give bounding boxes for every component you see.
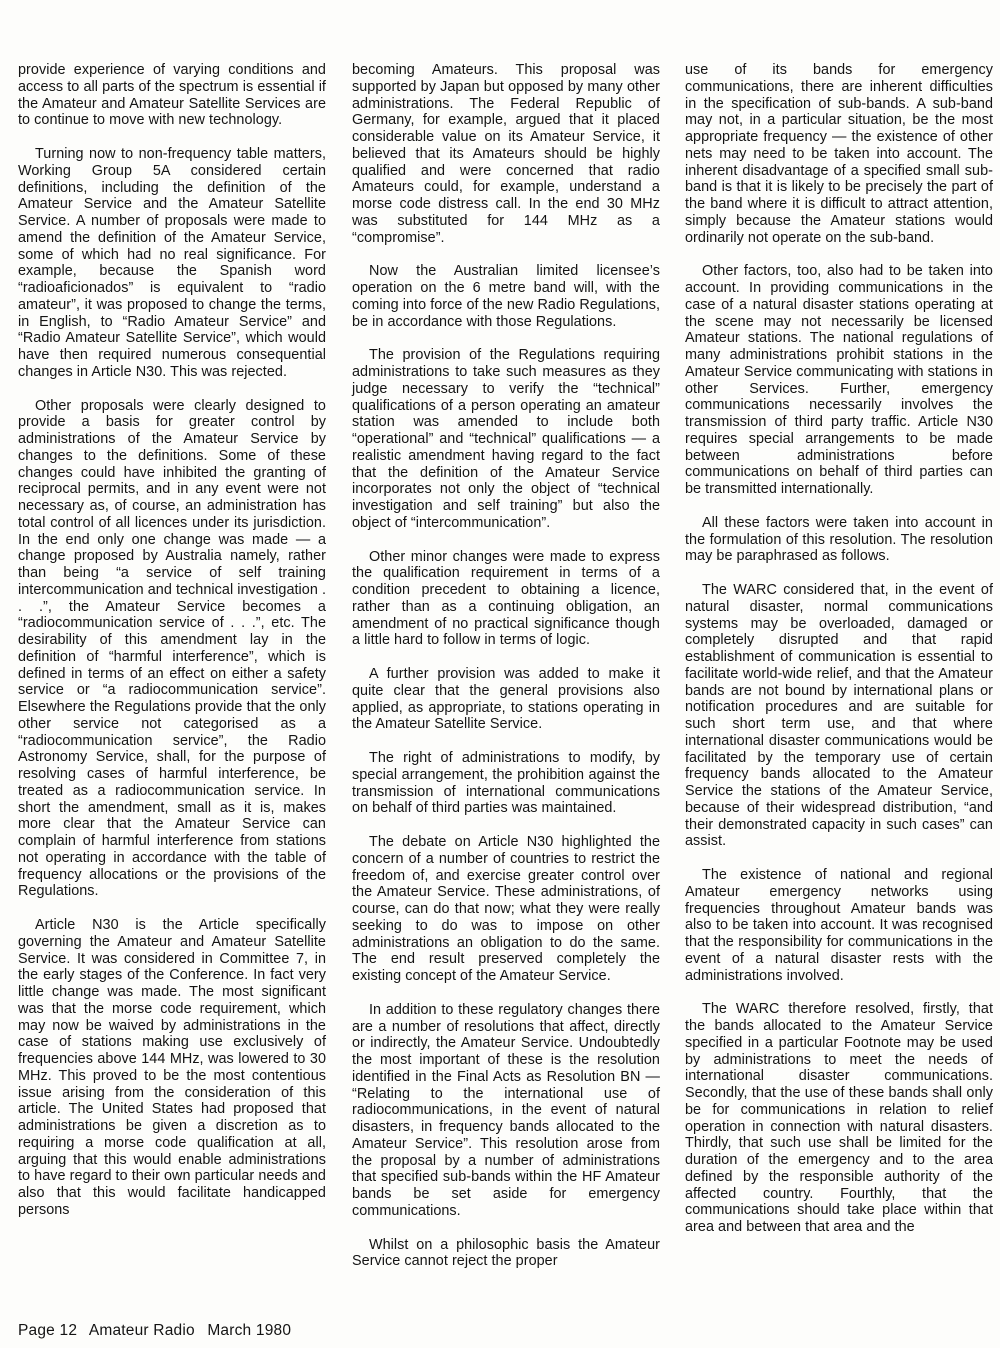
paragraph: Other factors, too, also had to be taken into account. In providing communications in the case of a natural disaster stations operating at the scene may not necessarily be licensed Amateur stations. The national regulations of many administrations prohibit stations in the Amateur Service communicating with stations in other Services. Further, emergency communications necessarily involves the transmission of third party traffic. Article N30 requires special arrangements to be made between administrations before communications on behalf of third parties can be transmitted internationally. (685, 263, 993, 497)
paragraph: provide experience of varying conditions and access to all parts of the spectrum is essential if the Amateur and Amateur Satellite Services are to continue to move with new technology. (18, 62, 326, 129)
paragraph: The debate on Article N30 highlighted the concern of a number of countries to restrict the freedom of, and exercise greater control over the Amateur Service. These administrations, of course, can do that now; what they were really seeking to do was to impose on other administrations an obligation to do the same. The end result preserved completely the existing concept of the Amateur Service. (352, 834, 660, 984)
paragraph: The WARC considered that, in the event of natural disaster, normal communications systems may be overloaded, damaged or completely disrupted and that rapid establishment of communication is essential to facilitate world-wide relief, and that the Amateur bands are not bound by international plans or notification procedures and are suitable for such short term use, and that where international disaster communications would be facilitated by the temporary use of certain frequency bands allocated to the Amateur Service the stations of the Amateur Service, because of their widespread distribution, “and their demonstrated capacity in such cases” can assist. (685, 582, 993, 850)
paragraph: Now the Australian limited licensee’s operation on the 6 metre band will, with the coming into force of the new Radio Regulations, be in accordance with those Regulations. (352, 263, 660, 330)
paragraph: use of its bands for emergency communications, there are inherent difficulties in the specification of sub-bands. A sub-band may not, in a particular situation, be the most appropriate frequency — the existence of other nets may need to be taken into account. The inherent disadvantage of a specified small sub-band is that it is likely to be precisely the part of the band where it is difficult to attract attention, simply because the Amateur stations would ordinarily not operate on the sub-band. (685, 62, 993, 246)
paragraph: Article N30 is the Article specifically governing the Amateur and Amateur Satellite Service. It was considered in Committee 7, in the early stages of the Conference. In fact very little change was made. The most significant was that the morse code requirement, which may now be waived by administrations in the case of stations making use exclusively of frequencies above 144 MHz, was lowered to 30 MHz. This proved to be the most contentious issue arising from the consideration of this article. The United States had proposed that administrations be given a discretion as to requiring a morse code qualification at all, arguing that this would enable administrations to have regard to their own particular needs and also that this would facilitate handicapped persons (18, 917, 326, 1218)
page-number: Page 12 (18, 1322, 78, 1339)
paragraph: The provision of the Regulations requiring administrations to take such measures as they judge necessary to verify the “technical” qualifications of a person operating an amateur station was amended to include both “operational” and “technical” qualifications — a realistic amendment having regard to the fact that the definition of the Amateur Service incorporates not only the object of “technical investigation and self training” but also the object of “intercommunication”. (352, 347, 660, 531)
paragraph: Turning now to non-frequency table matters, Working Group 5A considered certain definitions, including the definition of the Amateur Service and the Amateur Satellite Service. A number of proposals were made to amend the definition of the Amateur Service, some of which had no real significance. For example, because the Spanish word “radioaficionados” is equivalent to “radio amateur”, it was proposed to change the terms, in English, to “Radio Amateur Service” and “Radio Amateur Satellite Service”, which would have then required numerous consequential changes in Article N30. This was rejected. (18, 146, 326, 380)
text-column-1 (18, 62, 326, 1236)
paragraph: In addition to these regulatory changes there are a number of resolutions that affect, directly or indirectly, the Amateur Service. Undoubtedly the most important of these is the resolution identified in the Final Acts as Resolution BN — “Relating to the international use of radiocommunications, in the event of natural disasters, in frequency bands allocated to the Amateur Service”. This resolution arose from the proposal by a number of administrations that specified sub-bands within the HF Amateur bands be set aside for emergency communications. (352, 1001, 660, 1219)
text-column-2 (352, 62, 660, 1287)
paragraph: Other proposals were clearly designed to provide a basis for greater control by administrations of the Amateur Service by changes to the definitions. Some of these changes could have inhibited the granting of reciprocal permits, and in any event were not necessary as, of course, an administration has total control of all licences under its jurisdiction. In the end only one change was made — a change proposed by Australia namely, rather than being “a service of self training intercommunication and technical investigation . . .”, the Amateur Service becomes a “radiocommunication service of . . .”, etc. The desirability of this amendment lay in the definition of “harmful interference”, which is defined in terms of an effect on either a safety service or “a radiocommunication service”. Elsewhere the Regulations provide that the only other service not categorised as a “radiocommunication service”, the Radio Astronomy Service, shall, for the purpose of resolving cases of harmful interference, be treated as a radiocommunication service. In short the amendment, small as it is, makes more clear that the Amateur Service can complain of harmful interference from stations not operating in accordance with the table of frequency allocations or the provisions of the Regulations. (18, 397, 326, 900)
paragraph: becoming Amateurs. This proposal was supported by Japan but opposed by many other administrations. The Federal Republic of Germany, for example, argued that it placed considerable value on its Amateur Service, it believed that its Amateurs should be highly qualified and were concerned that radio Amateurs could, for example, understand a morse code distress call. In the end 30 MHz was substituted for 144 MHz as a “compromise”. (352, 62, 660, 246)
paragraph: A further provision was added to make it quite clear that the general provisions also applied, as appropriate, to stations operating in the Amateur Satellite Service. (352, 666, 660, 733)
page-footer (18, 1322, 299, 1340)
paragraph: The existence of national and regional Amateur emergency networks using frequencies throughout Amateur bands was also to be taken into account. It was recognised that the responsibility for communications in the event of a natural disaster rests with the administrations involved. (685, 867, 993, 984)
paragraph: All these factors were taken into account in the formulation of this resolution. The resolution may be paraphrased as follows. (685, 514, 993, 565)
text-column-3 (685, 62, 993, 1253)
paragraph: Whilst on a philosophic basis the Amateur Service cannot reject the proper (352, 1236, 660, 1270)
publication-name: Amateur Radio (88, 1322, 195, 1339)
paragraph: The right of administrations to modify, by special arrangement, the prohibition against the transmission of international communications on behalf of third parties was maintained. (352, 750, 660, 817)
paragraph: The WARC therefore resolved, firstly, that the bands allocated to the Amateur Service specified in a particular Footnote may be used by administrations to meet the needs of international disaster communications. Secondly, that the use of these bands shall only be for communications in relation to relief operation in connection with natural disasters. Thirdly, that such use shall be limited for the duration of the emergency and to the area defined by the responsible authority of the affected country. Fourthly, that the communications should take place within that area and between that area and the (685, 1001, 993, 1235)
issue-date: March 1980 (207, 1322, 292, 1339)
paragraph: Other minor changes were made to express the qualification requirement in terms of a condition precedent to obtaining a licence, rather than as a continuing obligation, an amendment of no practical significance though a little hard to follow in terms of logic. (352, 548, 660, 649)
